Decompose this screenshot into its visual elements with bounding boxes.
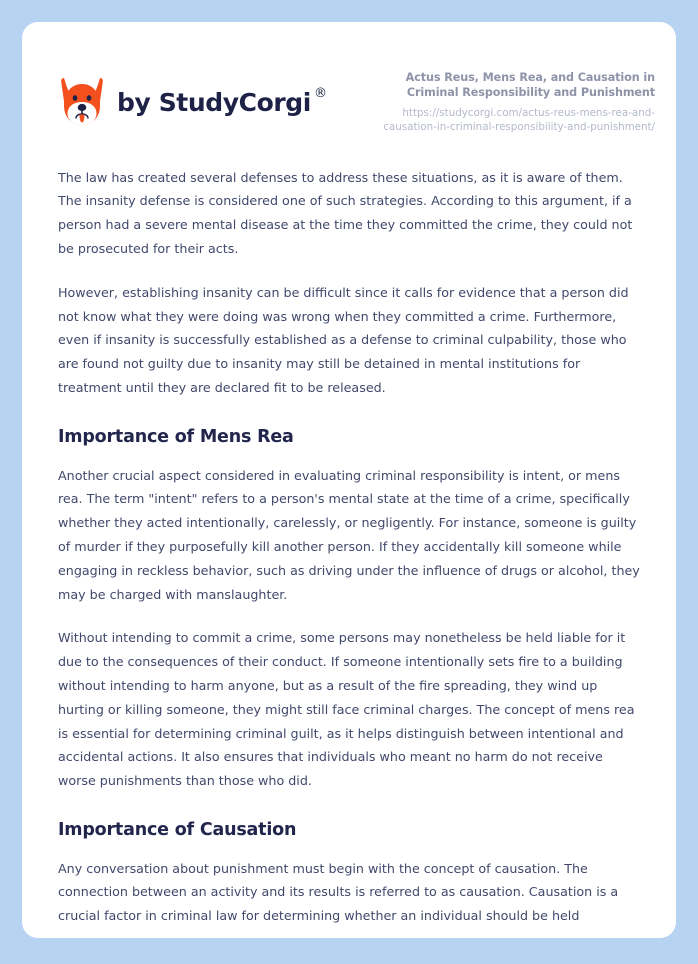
body-paragraph: The law has created several defenses to address these situations, as it is aware of them. The insanity defense is considered one of such strategies. According to this argument, if a person had a severe mental disease at the time they committed the crime, they could not be prosecuted for their acts. — [58, 169, 633, 257]
section-heading: Importance of Causation — [58, 819, 297, 840]
body-paragraph: Any conversation about punishment must begin with the concept of causation. The connection between an activity and its results is referred to as causation. Causation is a crucial factor in criminal law for determining whether an individual should be held — [58, 860, 619, 924]
brand-wordmark — [117, 85, 327, 117]
document-body — [22, 166, 676, 928]
document-header — [22, 22, 676, 135]
registered-trademark-icon: ® — [313, 85, 327, 101]
brand-name-text: by StudyCorgi — [117, 87, 311, 117]
page-title: Actus Reus, Mens Rea, and Causation in Criminal Responsibility and Punishment — [405, 71, 655, 100]
document-meta — [355, 68, 655, 135]
corgi-face-icon — [58, 76, 106, 128]
studycorgi-brand-logo — [58, 68, 327, 128]
body-paragraph: Without intending to commit a crime, some persons may nonetheless be held liable for it due to the consequences of their conduct. If someone intentionally sets fire to a building without intending to harm anyone, but as a result of the fire spreading, they wind up hurting or killing someone, they might still face criminal charges. The concept of mens rea is essential for determining criminal guilt, as it helps distinguish between intentional and accidental actions. It also ensures that individuals who meant no harm do not receive worse punishments than those who did. — [58, 630, 635, 789]
section-heading: Importance of Mens Rea — [58, 426, 294, 447]
body-paragraph: Another crucial aspect considered in evaluating criminal responsibility is intent, or mens rea. The term "intent" refers to a person's mental state at the time of a crime, specifically whether they acted intentionally, carelessly, or negligently. For instance, someone is guilty of murder if they purposefully kill another person. If they accidentally kill someone while engaging in reckless behavior, such as driving under the influence of drugs or alcohol, they may be charged with manslaughter. — [58, 467, 640, 602]
document-page-card — [22, 22, 676, 938]
body-paragraph: However, establishing insanity can be difficult since it calls for evidence that a person did not know what they were doing was wrong when they committed a crime. Furthermore, even if insanity is successfully established as a defense to criminal culpability, those who are found not guilty due to insanity may still be detained in mental institutions for treatment until they are declared fit to be released. — [58, 284, 629, 395]
source-url[interactable]: https://studycorgi.com/actus-reus-mens-rea-and-causation-in-criminal-responsibility-and-punishment/ — [383, 107, 655, 134]
